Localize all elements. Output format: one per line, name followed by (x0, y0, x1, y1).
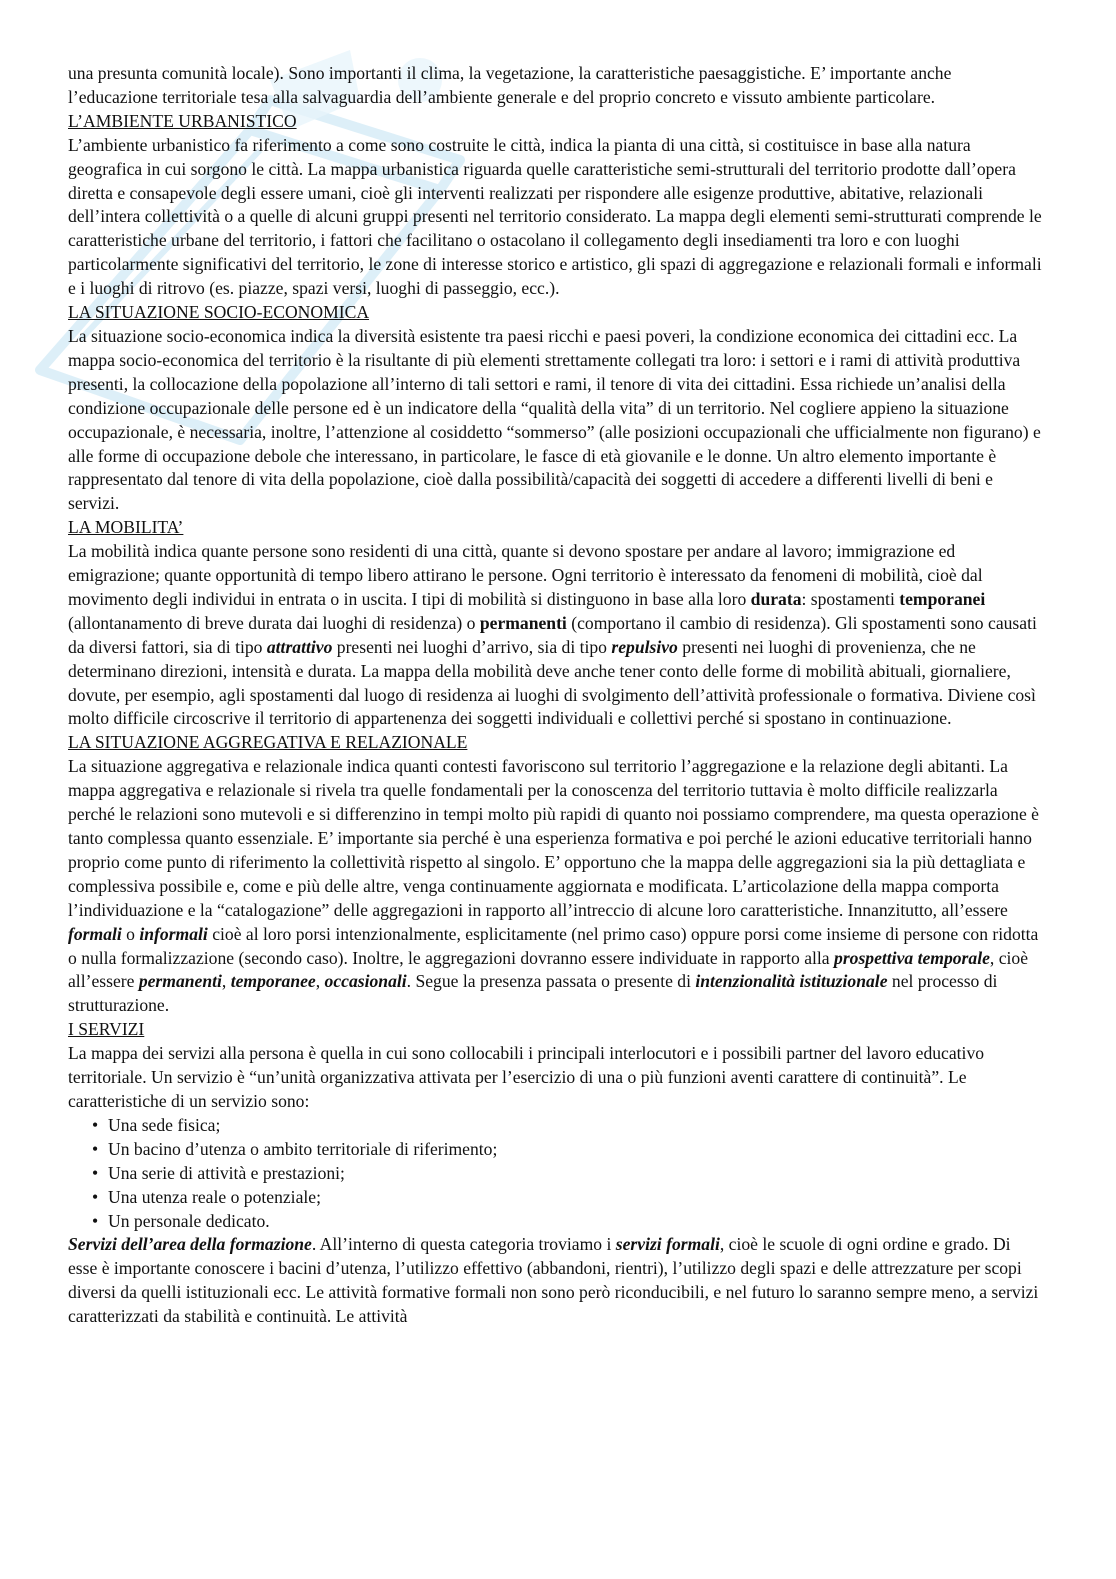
term-formali: formali (68, 923, 122, 944)
term-attrattivo: attrattivo (266, 636, 333, 657)
term-durata: durata (750, 588, 802, 609)
heading-situazione-socio-economica: LA SITUAZIONE SOCIO-ECONOMICA (68, 302, 370, 323)
term-informali: informali (139, 923, 208, 944)
heading-servizi: I SERVIZI (68, 1019, 145, 1040)
paragraph-situazione-aggregativa: La situazione aggregativa e relazionale indica quanti contesti favoriscono sul territorio l’aggregazione e la relazione degli abitanti. La mappa aggregativa e relazionale si rivela tra quelle fondamentali per la conoscenza del territorio tuttavia è molto difficile realizzarla perché le relazioni sono mutevoli e si differenzino in tempi molto più rapidi di quanto noi possiamo comprendere, ma questa operazione è tanto complessa quanto essenziale. E’ importante sia perché è una esperienza formativa e poi perché le azioni educative territoriali hanno proprio come punto di riferimento la collettività rispetto al singolo. E’ opportuno che la mappa delle aggregazioni sia la più dettagliata e complessiva possibile e, come e più delle altre, venga continuamente aggiornata e modificata. L’articolazione della mappa comporta l’individuazione e la “catalogazione” delle aggregazioni in rapporto all’intreccio di alcune loro caratteristiche. Innanzitutto, all’essere formali o informali cioè al loro porsi intenzionalmente, esplicitamente (nel primo caso) oppure porsi come insieme di persone con ridotta o nulla formalizzazione (secondo caso). Inoltre, le aggregazioni dovranno essere individuate in rapporto alla prospettiva temporale, cioè all’essere permanenti, temporanee, occasionali. Segue la presenza passata o presente di intenzionalità istituzionale nel processo di strutturazione. (68, 756, 1039, 1016)
paragraph-ambiente-urbanistico: L’ambiente urbanistico fa riferimento a come sono costruite le città, indica la pianta di una città, si costituisce in base alla natura geografica in cui sorgono le città. La mappa urbanistica riguarda quelle caratteristiche semi-strutturali del territorio prodotte dall’opera diretta e consapevole degli essere umani, cioè gli interventi realizzati per rispondere alle esigenze produttive, abitative, relazionali dell’intera collettività o a quelle di alcuni gruppi presenti nel territorio considerato. La mappa degli elementi semi-strutturati comprende le caratteristiche urbane del territorio, i fattori che facilitano o ostacolano il collegamento degli insediamenti tra loro e con luoghi particolarmente significativi del territorio, le zone di interesse storico e artistico, gli spazi di aggregazione e relazionali formali e informali e i luoghi di ritrovo (es. piazze, spazi versi, luoghi di passeggio, ecc.). (68, 134, 1042, 299)
list-item: • Una utenza reale o potenziale; (92, 1186, 1044, 1210)
term-prospettiva-temporale: prospettiva temporale (834, 947, 990, 968)
paragraph-situazione-socio-economica: La situazione socio-economica indica la diversità esistente tra paesi ricchi e paesi poveri, la condizione economica dei cittadini ecc. La mappa socio-economica del territorio è la risultante di più elementi strettamente collegati tra loro: i settori e i rami di attività produttiva presenti, la collocazione della popolazione all’interno di tali settori e rami, il tenore di vita dei cittadini. Essa richiede un’analisi della condizione occupazionale delle persone ed è un indicatore della “qualità della vita” di un territorio. Nel cogliere appieno la situazione occupazionale, è necessaria, inoltre, l’attenzione al cosiddetto “sommerso” (alle posizioni occupazionali che ufficialmente non figurano) e alle forme di occupazione debole che interessano, in particolare, le fasce di età giovanile e le donne. Un altro elemento importante è rappresentato dal tenore di vita della popolazione, cioè dalla possibilità/capacità dei soggetti di accedere a differenti livelli di beni e servizi. (68, 325, 1041, 514)
paragraph-servizi: La mappa dei servizi alla persona è quella in cui sono collocabili i principali interlocutori e i possibili partner del lavoro educativo territoriale. Un servizio è “un’unità organizzativa attivata per l’esercizio di una o più funzioni aventi carattere di continuità”. Le caratteristiche di un servizio sono: (68, 1043, 985, 1111)
list-item: • Una sede fisica; (92, 1114, 1044, 1138)
term-servizi-area-formazione: Servizi dell’area della formazione (68, 1234, 312, 1255)
term-permanenti: permanenti (479, 612, 567, 633)
servizi-bullet-list (68, 1114, 1044, 1234)
intro-paragraph: una presunta comunità locale). Sono importanti il clima, la vegetazione, la caratteristiche paesaggistiche. E’ importante anche l’educazione territoriale tesa alla salvaguardia dell’ambiente generale e del proprio concreto e vissuto ambiente particolare. (68, 63, 952, 107)
heading-mobilita: LA MOBILITA’ (68, 517, 184, 538)
paragraph-mobilita: La mobilità indica quante persone sono residenti di una città, quante si devono spostare per andare al lavoro; immigrazione ed emigrazione; quante opportunità di tempo libero attirano le persone. Ogni territorio è interessato da fenomeni di mobilità, cioè dal movimento degli individui in entrata o in uscita. I tipi di mobilità si distinguono in base alla loro durata: spostamenti temporanei (allontanamento di breve durata dai luoghi di residenza) o permanenti (comportano il cambio di residenza). Gli spostamenti sono causati da diversi fattori, sia di tipo attrattivo presenti nei luoghi d’arrivo, sia di tipo repulsivo presenti nei luoghi di provenienza, che ne determinano direzioni, intensità e durata. La mappa della mobilità deve anche tener conto delle forme di mobilità abituali, giornaliere, dovute, per esempio, agli spostamenti dal luogo di residenza ai luoghi di svolgimento dell’attività professionale o formativa. Diviene così molto difficile circoscrive il territorio di appartenenza dei soggetti individuali e collettivi perché si spostano in continuazione. (68, 541, 1037, 729)
term-temporanee: temporanee (230, 971, 316, 992)
term-permanenti-agg: permanenti (138, 971, 222, 992)
paragraph-servizi-formazione: Servizi dell’area della formazione. All’interno di questa categoria troviamo i servizi formali, cioè le scuole di ogni ordine e grado. Di esse è importante conoscere i bacini d’utenza, l’utilizzo effettivo (abbandoni, rientri), l’utilizzo degli spazi e delle attrezzature per scopi diversi da quelli istituzionali ecc. Le attività formative formali non sono però riconducibili, e nel futuro lo saranno sempre meno, a servizi caratterizzati da stabilità e continuità. Le attività (68, 1234, 1039, 1327)
list-item: • Un bacino d’utenza o ambito territoriale di riferimento; (92, 1138, 1044, 1162)
heading-ambiente-urbanistico: L’AMBIENTE URBANISTICO (68, 110, 297, 131)
heading-situazione-aggregativa: LA SITUAZIONE AGGREGATIVA E RELAZIONALE (68, 732, 468, 753)
document-page (68, 62, 1044, 1329)
term-servizi-formali: servizi formali (615, 1234, 720, 1255)
list-item: • Un personale dedicato. (92, 1210, 1044, 1234)
list-item: • Una serie di attività e prestazioni; (92, 1162, 1044, 1186)
term-occasionali: occasionali (324, 971, 407, 992)
term-intenzionalita-istituzionale: intenzionalità istituzionale (695, 971, 888, 992)
term-repulsivo: repulsivo (611, 636, 678, 657)
term-temporanei: temporanei (899, 588, 986, 609)
